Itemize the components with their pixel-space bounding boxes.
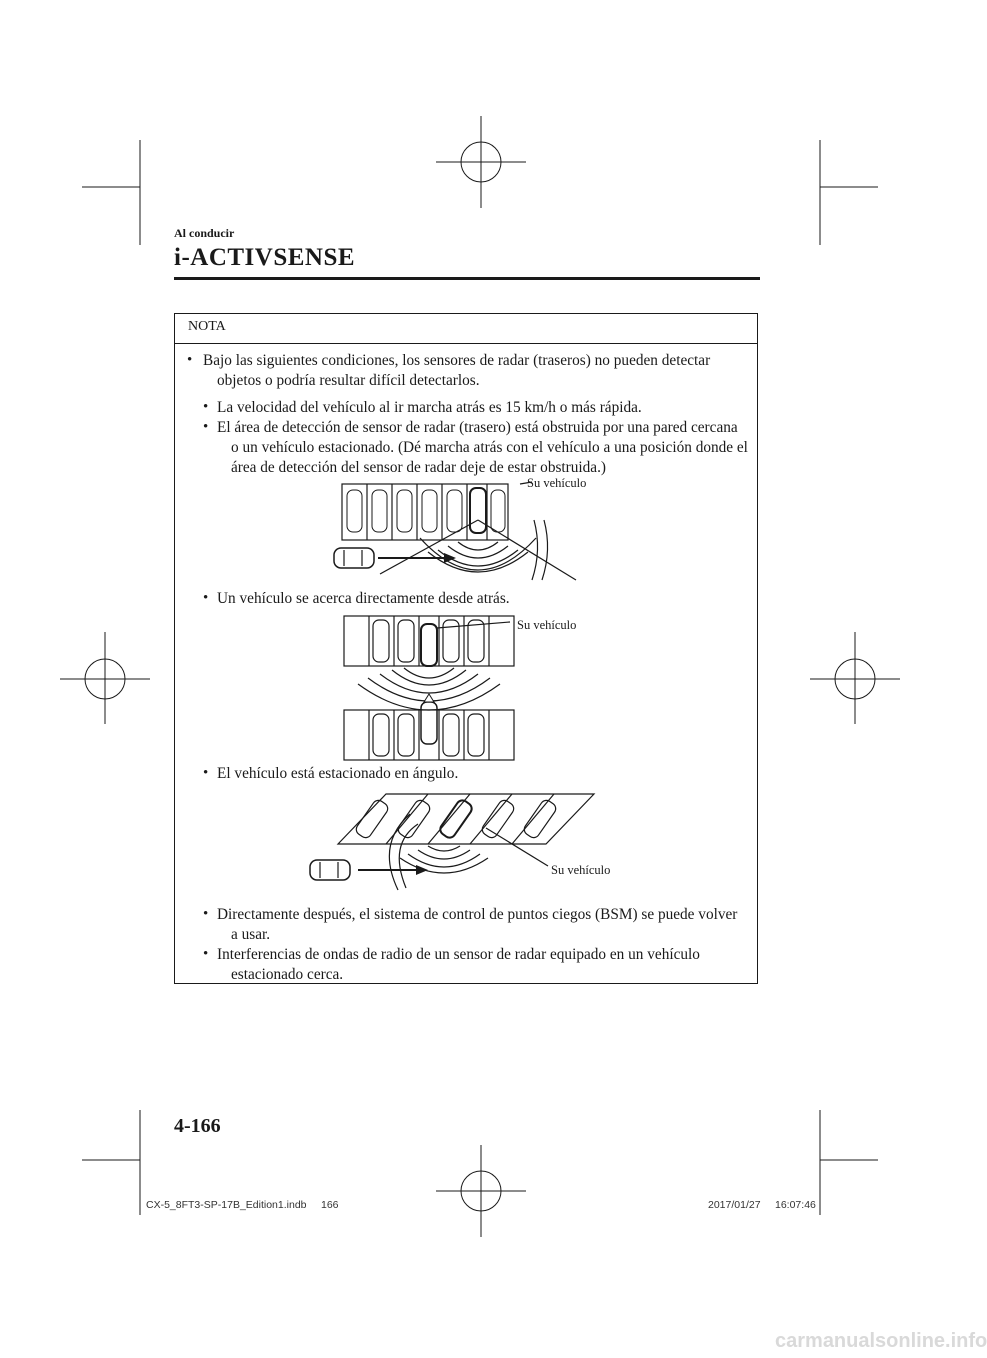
- page-number: 4-166: [174, 1115, 221, 1137]
- item-speed: La velocidad del vehículo al ir marcha atrás es 15 km/h o más rápida.: [217, 399, 642, 416]
- figure-angle-illustration: [306, 784, 606, 894]
- item-obstructed-line-3: área de detección del sensor de radar deje de estar obstruida.): [231, 459, 607, 476]
- item-bsm-line-2: a usar.: [231, 926, 271, 943]
- bullet-dot: •: [203, 590, 209, 606]
- figure-2-label: Su vehículo: [517, 618, 577, 632]
- bullet-dot: •: [187, 352, 193, 368]
- item-angle: El vehículo está estacionado en ángulo.: [217, 765, 459, 782]
- note-header: [175, 314, 757, 344]
- section-title: Al conducir: [174, 226, 235, 240]
- footer-date: 2017/01/27: [708, 1199, 761, 1211]
- item-interference-line-2: estacionado cerca.: [231, 966, 344, 983]
- footer-page: 166: [321, 1199, 339, 1211]
- figure-1-label: Su vehículo: [527, 476, 587, 490]
- bullet-dot: •: [203, 946, 209, 962]
- figure-obstructed-illustration: [320, 480, 580, 590]
- bullet-dot: •: [203, 399, 209, 415]
- intro-line-1: Bajo las siguientes condiciones, los sensores de radar (traseros) no pueden detectar: [203, 352, 711, 369]
- chapter-title: i-ACTIVSENSE: [174, 244, 356, 271]
- item-obstructed-line-2: o un vehículo estacionado. (Dé marcha atrás con el vehículo a una posición donde el: [231, 439, 748, 456]
- bullet-dot: •: [203, 765, 209, 781]
- item-bsm-line-1: Directamente después, el sistema de control de puntos ciegos (BSM) se puede volver: [217, 906, 738, 923]
- figure-3-label: Su vehículo: [551, 863, 611, 877]
- footer-file: CX-5_8FT3-SP-17B_Edition1.indb: [146, 1199, 307, 1211]
- item-interference-line-1: Interferencias de ondas de radio de un sensor de radar equipado en un vehículo: [217, 946, 700, 963]
- bullet-dot: •: [203, 906, 209, 922]
- footer-time: 16:07:46: [775, 1199, 816, 1211]
- figure-approach-illustration: [342, 614, 522, 764]
- bullet-dot: •: [203, 419, 209, 435]
- note-title: NOTA: [188, 319, 226, 334]
- watermark: carmanualsonline.info: [775, 1330, 987, 1352]
- item-approach: Un vehículo se acerca directamente desde atrás.: [217, 590, 510, 607]
- item-obstructed-line-1: El área de detección de sensor de radar (trasero) está obstruida por una pared cercana: [217, 419, 738, 436]
- header-rule: [174, 277, 760, 280]
- intro-line-2: objetos o podría resultar difícil detectarlos.: [217, 372, 480, 389]
